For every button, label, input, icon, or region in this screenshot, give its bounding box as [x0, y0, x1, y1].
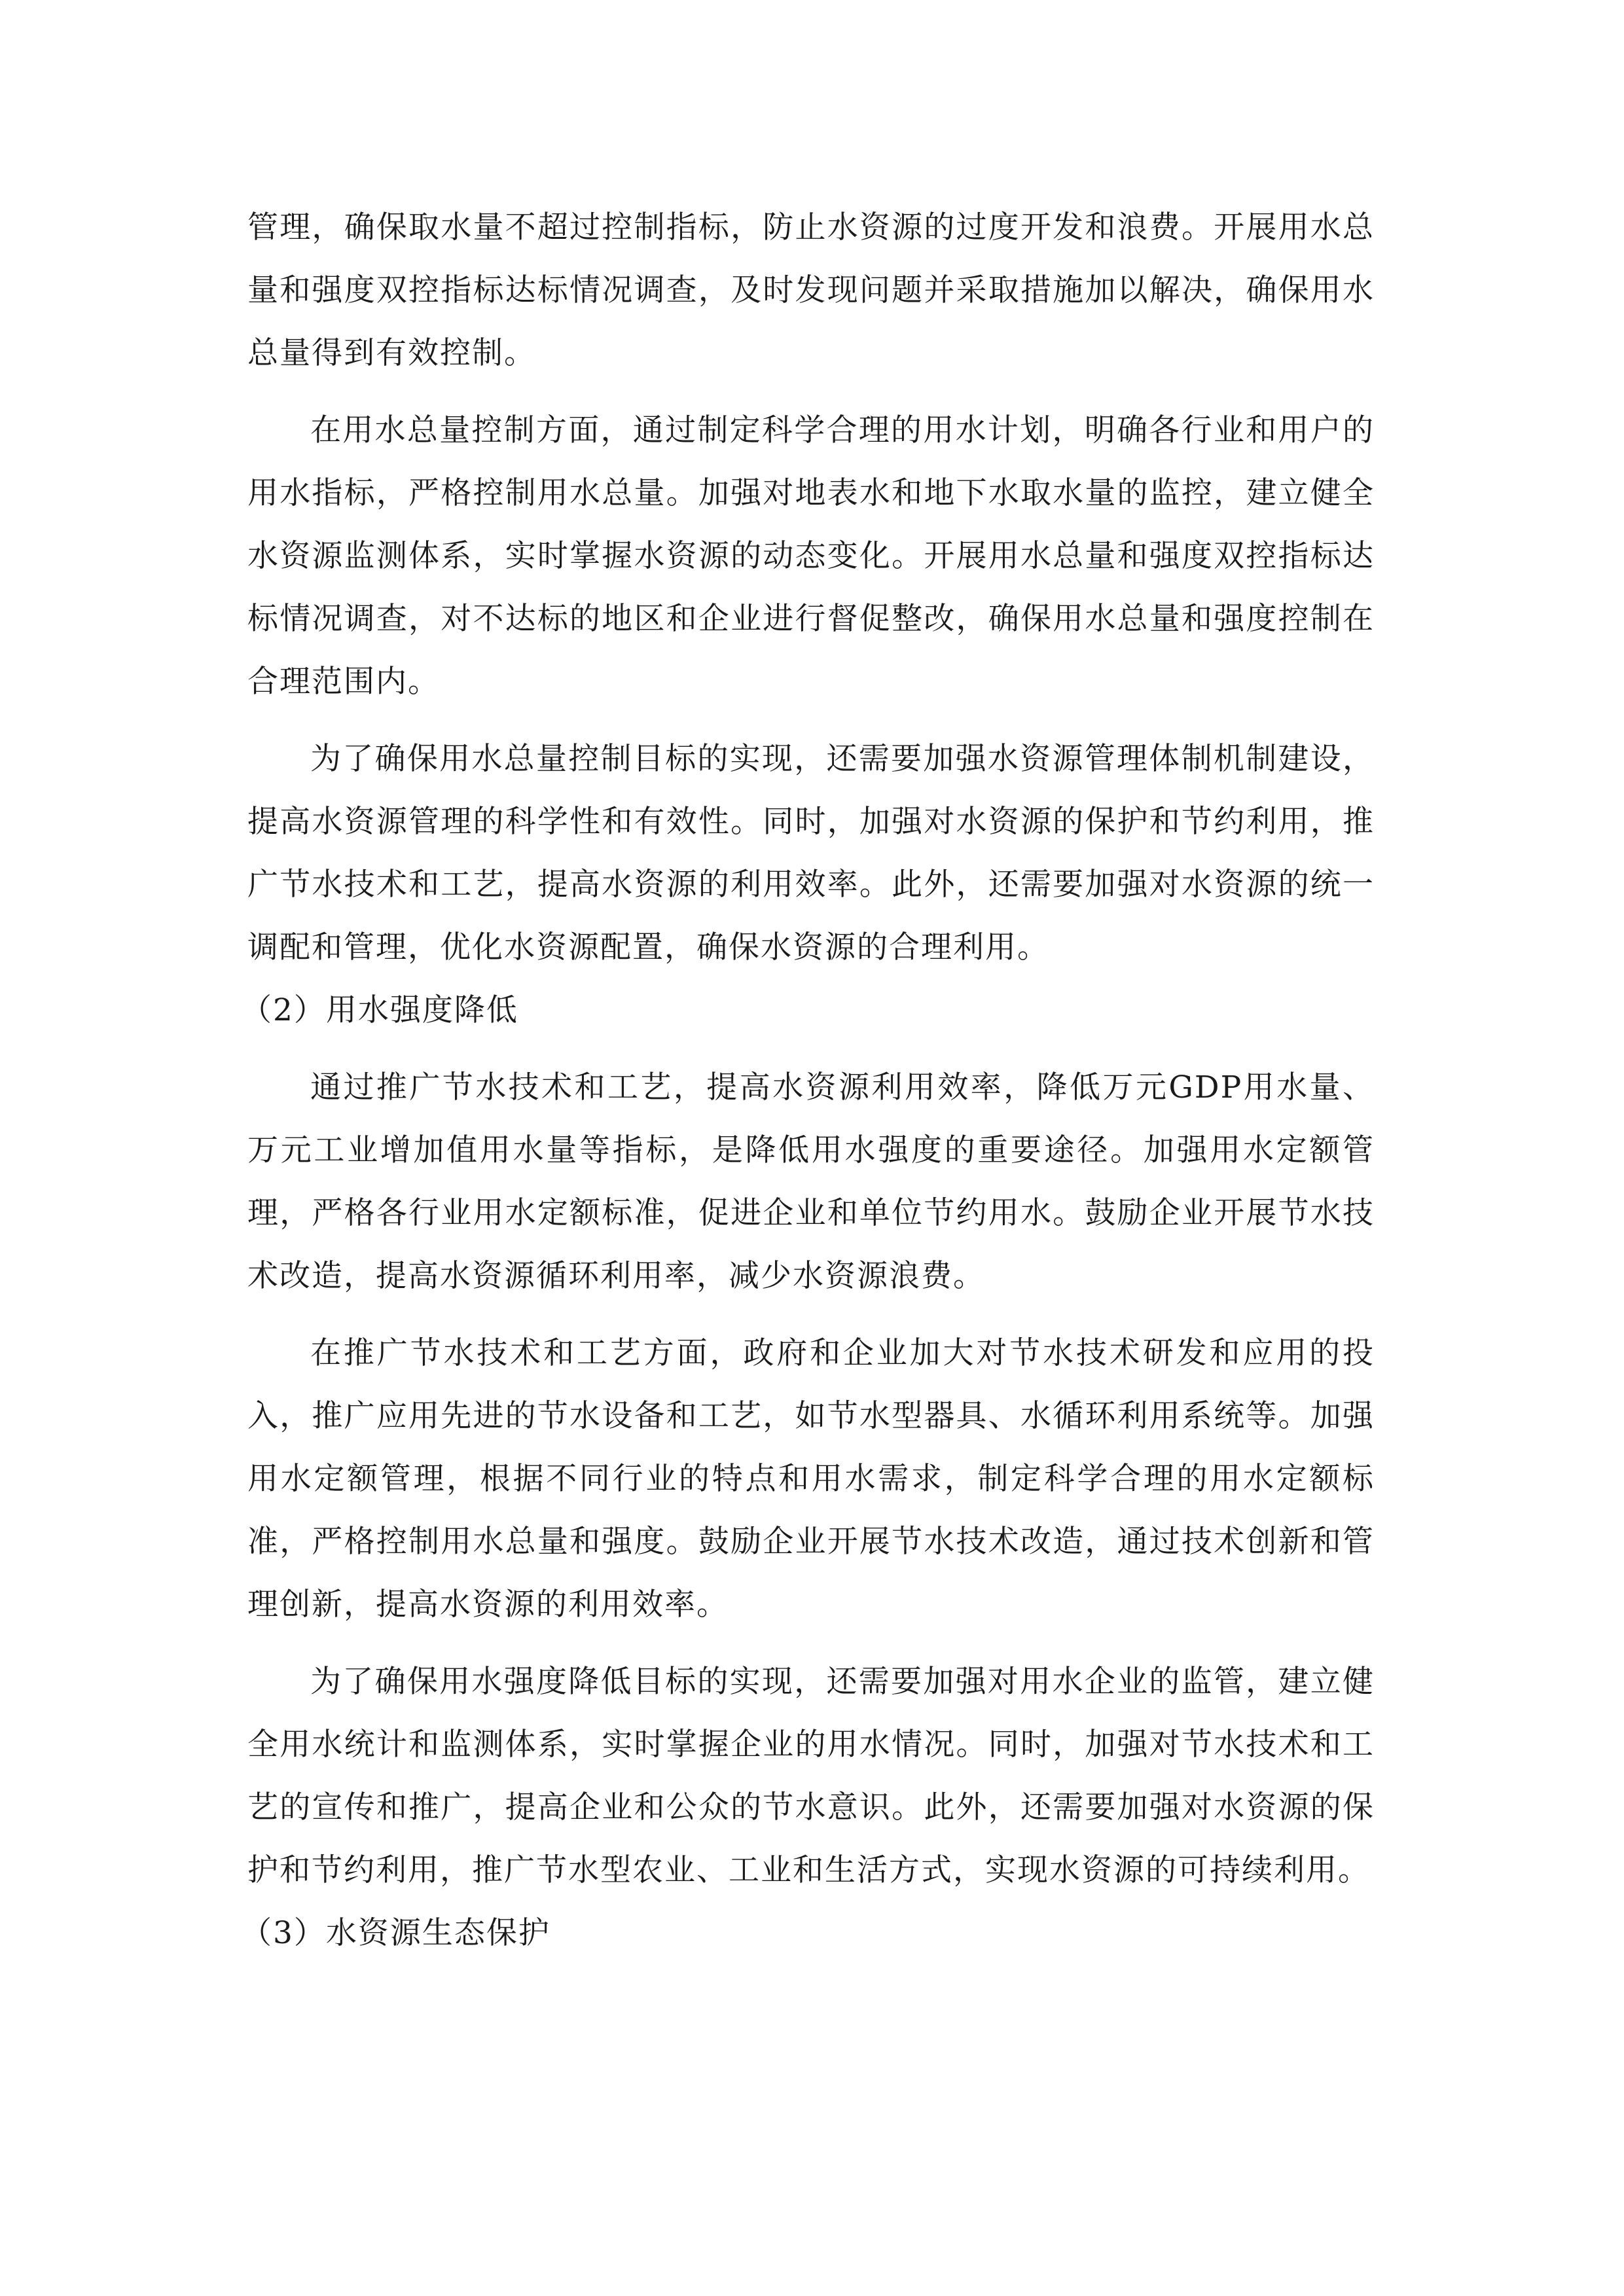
paragraph-total-control: 在用水总量控制方面，通过制定科学合理的用水计划，明确各行业和用户的用水指标，严格控制用水总量。加强对地表水和地下水取水量的监控，建立健全水资源监测体系，实时掌握水资源的动态变化。开展用水总量和强度双控指标达标情况调查，对不达标的地区和企业进行督促整改，确保用水总量和强度控制在合理范围内。	[247, 412, 1375, 700]
document-body	[241, 196, 1375, 1965]
section-heading-ecology: （3）水资源生态保护	[241, 1915, 550, 1951]
paragraph-intensity-reduction: 通过推广节水技术和工艺，提高水资源利用效率，降低万元GDP用水量、万元工业增加值用水量等指标，是降低用水强度的重要途径。加强用水定额管理，严格各行业用水定额标准，促进企业和单位节约用水。鼓励企业开展节水技术改造，提高水资源循环利用率，减少水资源浪费。	[247, 1069, 1375, 1294]
paragraph-total-control-goal: 为了确保用水总量控制目标的实现，还需要加强水资源管理体制机制建设，提高水资源管理的科学性和有效性。同时，加强对水资源的保护和节约利用，推广节水技术和工艺，提高水资源的利用效率。此外，还需要加强对水资源的统一调配和管理，优化水资源配置，确保水资源的合理利用。	[247, 741, 1375, 965]
section-heading-intensity: （2）用水强度降低	[241, 992, 518, 1028]
paragraph-continued: 管理，确保取水量不超过控制指标，防止水资源的过度开发和浪费。开展用水总量和强度双控指标达标情况调查，及时发现问题并采取措施加以解决，确保用水总量得到有效控制。	[247, 209, 1375, 371]
paragraph-water-saving-tech: 在推广节水技术和工艺方面，政府和企业加大对节水技术研发和应用的投入，推广应用先进的节水设备和工艺，如节水型器具、水循环利用系统等。加强用水定额管理，根据不同行业的特点和用水需求，制定科学合理的用水定额标准，严格控制用水总量和强度。鼓励企业开展节水技术改造，通过技术创新和管理创新，提高水资源的利用效率。	[247, 1335, 1375, 1623]
paragraph-intensity-goal: 为了确保用水强度降低目标的实现，还需要加强对用水企业的监管，建立健全用水统计和监测体系，实时掌握企业的用水情况。同时，加强对节水技术和工艺的宣传和推广，提高企业和公众的节水意识。此外，还需要加强对水资源的保护和节约利用，推广节水型农业、工业和生活方式，实现水资源的可持续利用。	[247, 1664, 1375, 1888]
